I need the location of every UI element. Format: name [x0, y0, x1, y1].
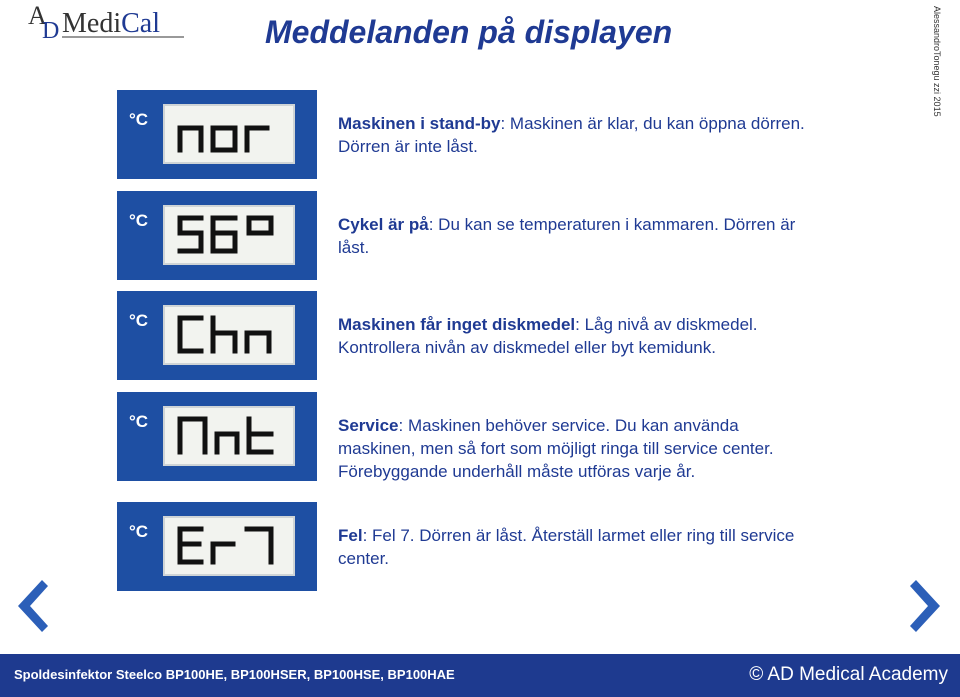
display-panel [117, 191, 317, 280]
lcd-code-56 [175, 215, 285, 255]
lcd-code-chn [175, 315, 285, 355]
display-panel [117, 392, 317, 481]
celsius-unit: °C [129, 211, 149, 230]
lcd-code-nor [175, 114, 285, 154]
message-text: : Maskinen är klar, du kan öppna dörren. Dörren är inte låst. [338, 114, 805, 156]
message-description [338, 313, 818, 359]
page-title: Meddelanden på displayen [265, 14, 673, 50]
display-panel [117, 90, 317, 179]
message-term: Fel [338, 526, 363, 545]
message-description [338, 414, 818, 483]
chevron-right-icon [910, 578, 946, 634]
lcd-code-mnt [175, 416, 285, 456]
copyright: © AD Medical Academy [749, 664, 948, 685]
footer-bar [0, 654, 960, 697]
message-description [338, 213, 818, 259]
lcd-screen [163, 104, 295, 164]
product-name: Spoldesinfektor Steelco BP100HE, BP100HSER, BP100HSE, BP100HAE [14, 667, 455, 682]
celsius-unit: °C [129, 110, 149, 129]
display-panel [117, 502, 317, 591]
chevron-left-icon [12, 578, 48, 634]
admedical-logo [26, 2, 196, 42]
message-term: Service [338, 416, 399, 435]
celsius-unit: °C [129, 522, 149, 541]
celsius-unit: °C [129, 412, 149, 431]
lcd-screen [163, 305, 295, 365]
lcd-screen [163, 205, 295, 265]
message-text: : Du kan se temperaturen i kammaren. Dörren är låst. [338, 215, 796, 257]
lcd-screen [163, 406, 295, 466]
previous-slide-button[interactable] [12, 578, 48, 634]
svg-text:D [42, 18, 59, 42]
message-text: : Låg nivå av diskmedel. Kontrollera nivån av diskmedel eller byt kemidunk. [338, 315, 758, 357]
celsius-unit: °C [129, 311, 149, 330]
message-description [338, 524, 818, 570]
author-credit: AlessandroTonegu zzi 2015 [932, 6, 942, 117]
logo-word-cal: Cal [121, 8, 160, 39]
logo-letter-d: D [42, 18, 60, 42]
lcd-screen [163, 516, 295, 576]
message-description [338, 112, 818, 158]
svg-text:MediCal [62, 8, 160, 39]
display-panel [117, 291, 317, 380]
message-term: Maskinen i stand-by [338, 114, 501, 133]
next-slide-button[interactable] [910, 578, 946, 634]
message-text: : Maskinen behöver service. Du kan använda maskinen, men så fort som möjligt ringa till service center. Förebyggande underhåll måste utföras varje år. [338, 416, 774, 481]
logo-letter-a: A [28, 2, 47, 30]
logo-word-medi: Medi [62, 8, 122, 39]
message-term: Maskinen får inget diskmedel [338, 315, 576, 334]
message-text: : Fel 7. Dörren är låst. Återställ larmet eller ring till service center. [338, 526, 795, 568]
lcd-code-er7 [175, 526, 285, 566]
message-term: Cykel är på [338, 215, 429, 234]
